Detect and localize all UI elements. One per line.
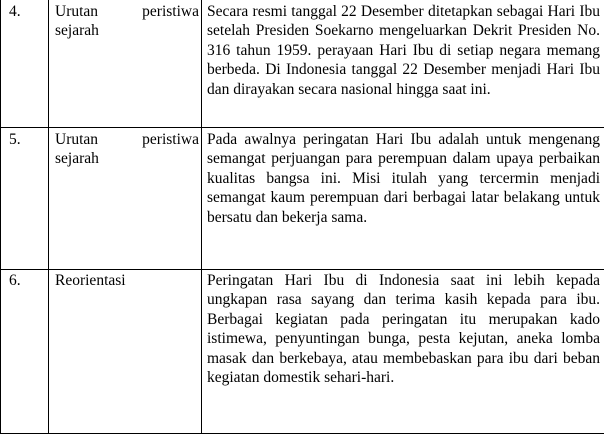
structure-cell bbox=[49, 128, 202, 270]
table-row bbox=[1, 270, 604, 434]
paragraph-cell bbox=[202, 128, 604, 270]
paragraph-cell bbox=[202, 0, 604, 128]
row-number: 5. bbox=[9, 130, 48, 149]
structure-cell bbox=[49, 0, 202, 128]
structure-label: Reorientasi bbox=[55, 271, 199, 290]
row-number-cell bbox=[1, 270, 49, 434]
row-number-cell bbox=[1, 128, 49, 270]
row-number-cell bbox=[1, 0, 49, 128]
paragraph-text: Secara resmi tanggal 22 Desember ditetapkan sebagai Hari Ibu setelah Presiden Soekarno mengeluarkan Dekrit Presiden No. 316 tahun 1959. perayaan Hari Ibu di setiap negara memang berbeda. Di Indonesia tanggal 22 Desember menjadi Hari Ibu dan dirayakan secara nasional hingga saat ini. bbox=[207, 2, 600, 99]
table-row bbox=[1, 128, 604, 270]
row-number: 6. bbox=[9, 271, 48, 290]
structure-cell bbox=[49, 270, 202, 434]
paragraph-text: Peringatan Hari Ibu di Indonesia saat ini lebih kepada ungkapan rasa sayang dan terima kasih kepada para ibu. Berbagai kegiatan pada peringatan itu merupakan kado istimewa, penyuntingan bunga, pesta kejutan, aneka lomba masak dan berkebaya, atau membebaskan para ibu dari beban kegiatan domestik sehari-hari. bbox=[207, 271, 600, 387]
row-number: 4. bbox=[9, 2, 48, 21]
table-row bbox=[1, 0, 604, 128]
structure-label: Urutan peristiwa sejarah bbox=[55, 2, 199, 41]
structure-label: Urutan peristiwa sejarah bbox=[55, 130, 199, 169]
paragraph-text: Pada awalnya peringatan Hari Ibu adalah untuk mengenang semangat perjuangan para perempuan dalam upaya perbaikan kualitas bangsa ini. Misi itulah yang tercermin menjadi semangat kaum perempuan dari berbagai latar belakang untuk bersatu dan bekerja sama. bbox=[207, 130, 600, 227]
paragraph-cell bbox=[202, 270, 604, 434]
